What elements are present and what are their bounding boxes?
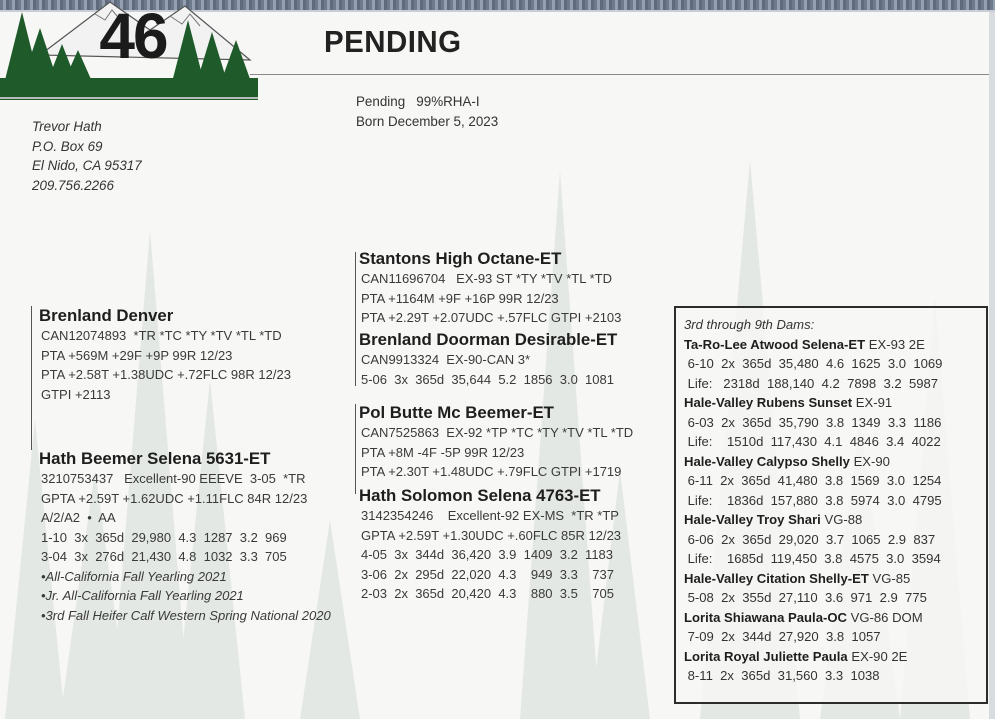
dam-record-line: 3-04 3x 276d 21,430 4.8 1032 3.3 705: [41, 549, 287, 564]
dam-entry-name: Hale-Valley Rubens Sunset: [684, 395, 853, 410]
dam-entry-name: Lorita Royal Juliette Paula: [684, 648, 848, 664]
dam-entry-record: Life: 1836d 157,880 3.8 5974 3.0 4795: [684, 492, 942, 508]
owner-address-line-1: P.O. Box 69: [32, 138, 103, 154]
sire-detail-line: PTA +2.58T +1.38UDC +.72FLC 98R 12/23: [41, 367, 291, 382]
dam-sire-name: Pol Butte Mc Beemer-ET: [359, 403, 554, 422]
page-title: PENDING: [324, 24, 462, 59]
lot-number: 46: [99, 0, 167, 72]
dam-sire-detail-line: CAN7525863 EX-92 *TP *TC *TY *TV *TL *TD: [361, 425, 634, 440]
sire-dam-name: Brenland Doorman Desirable-ET: [359, 330, 618, 349]
dam-sire-detail-line: PTA +2.30T +1.48UDC +.79FLC GTPI +1719: [361, 464, 622, 479]
sire-sire-detail-line: CAN11696704 EX-93 ST *TY *TV *TL *TD: [361, 271, 612, 286]
dam-detail-line: A/2/A2 • AA: [41, 510, 116, 525]
dam-name: Hath Beemer Selena 5631-ET: [39, 449, 271, 468]
sire-dam-record-line: 5-06 3x 365d 35,644 5.2 1856 3.0 1081: [361, 371, 614, 387]
dam-award: •Jr. All-California Fall Yearling 2021: [41, 588, 244, 603]
dam-dam-record-line: 3-06 2x 295d 22,020 4.3 949 3.3 737: [361, 566, 614, 582]
dam-entry-name: Hale-Valley Troy Shari: [684, 512, 821, 527]
dam-entry-record: 6-11 2x 365d 41,480 3.8 1569 3.0 1254: [684, 473, 942, 488]
registration-status: Pending 99%RHA-I: [356, 94, 480, 109]
dam-dam-block: [359, 485, 621, 604]
sire-dam-block: [359, 329, 617, 389]
dam-entry: [684, 393, 942, 413]
pedigree-connector-dam-line: [355, 404, 356, 494]
dam-entry: [684, 335, 942, 355]
dam-entry-record: 6-03 2x 365d 35,790 3.8 1349 3.3 1186: [684, 414, 942, 430]
dam-dam-name: Hath Solomon Selena 4763-ET: [359, 486, 601, 505]
dam-sire-block: [359, 402, 633, 482]
sire-sire-name: Stantons High Octane-ET: [359, 249, 562, 268]
dam-dam-detail-line: GPTA +2.59T +1.30UDC +.60FLC 85R 12/23: [361, 527, 622, 543]
lot-subheader: [356, 92, 498, 131]
dam-dam-record-line: 2-03 2x 365d 20,420 4.3 880 3.5 705: [361, 586, 614, 601]
dam-entry-record: Life: 2318d 188,140 4.2 7898 3.2 5987: [684, 375, 939, 391]
dam-record-line: 1-10 3x 365d 29,980 4.3 1287 3.2 969: [41, 529, 287, 545]
dam-dam-record-line: 4-05 3x 344d 36,420 3.9 1409 3.2 1183: [361, 547, 614, 562]
sire-name: Brenland Denver: [39, 306, 174, 325]
dam-entry-classification: VG-85: [868, 570, 911, 586]
dam-block: [39, 448, 331, 625]
owner-phone: 209.756.2266: [32, 177, 114, 193]
dam-entry-record: 5-08 2x 355d 27,110 3.6 971 2.9 775: [684, 590, 927, 605]
dam-award: •All-California Fall Yearling 2021: [41, 568, 227, 584]
owner-name: Trevor Hath: [32, 119, 102, 134]
pedigree-connector-sire: [31, 306, 32, 450]
dam-entry: [684, 569, 942, 589]
dam-sire-detail-line: PTA +8M -4F -5P 99R 12/23: [361, 444, 525, 460]
sire-detail-line: CAN12074893 *TR *TC *TY *TV *TL *TD: [41, 328, 282, 343]
dam-entry-name: Hale-Valley Calypso Shelly: [684, 453, 850, 469]
owner-address-line-2: El Nido, CA 95317: [32, 158, 142, 173]
dam-entry-classification: EX-90 2E: [847, 648, 908, 664]
dam-entry-classification: EX-91: [852, 395, 893, 410]
dam-entry-record: 6-10 2x 365d 35,480 4.6 1625 3.0 1069: [684, 356, 943, 371]
dam-entry: [684, 647, 942, 667]
dam-entry-record: Life: 1685d 119,450 3.8 4575 3.0 3594: [684, 551, 941, 566]
dam-award: •3rd Fall Heifer Calf Western Spring National 2020: [41, 607, 331, 623]
dam-entry: [684, 608, 942, 628]
dam-entry-name: Hale-Valley Citation Shelly-ET: [684, 570, 869, 586]
sire-detail-line: GTPI +2113: [41, 386, 111, 402]
sire-sire-detail-line: PTA +2.29T +2.07UDC +.57FLC GTPI +2103: [361, 310, 622, 325]
dam-entry-classification: VG-86 DOM: [846, 609, 923, 625]
dam-detail-line: 3210753437 Excellent-90 EEEVE 3-05 *TR: [41, 471, 306, 486]
dam-entry-record: 6-06 2x 365d 29,020 3.7 1065 2.9 837: [684, 531, 936, 547]
dam-entry-classification: VG-88: [820, 512, 863, 527]
dam-entry-name: Lorita Shiawana Paula-OC: [684, 609, 847, 625]
right-border: [989, 12, 995, 719]
pedigree-connector-sire-line: [355, 252, 356, 386]
dam-entry-name: Ta-Ro-Lee Atwood Selena-ET: [684, 336, 866, 352]
dams-box-heading: 3rd through 9th Dams:: [684, 317, 815, 332]
dam-entry: [684, 452, 942, 472]
sire-block: [39, 305, 291, 404]
dam-entry: [684, 510, 942, 530]
dam-entry-record: 7-09 2x 344d 27,920 3.8 1057: [684, 629, 881, 644]
dam-entry-classification: EX-93 2E: [865, 336, 925, 352]
birth-date: Born December 5, 2023: [356, 113, 499, 129]
dam-entry-record: 8-11 2x 365d 31,560 3.3 1038: [684, 668, 880, 683]
sire-sire-block: [359, 248, 621, 328]
dam-entry-classification: EX-90: [849, 453, 890, 469]
header-divider: [250, 74, 989, 75]
sire-detail-line: PTA +569M +29F +9P 99R 12/23: [41, 347, 233, 363]
sire-dam-detail-line: CAN9913324 EX-90-CAN 3*: [361, 352, 531, 367]
dam-dam-detail-line: 3142354246 Excellent-92 EX-MS *TR *TP: [361, 508, 619, 523]
extended-dams-box: [674, 306, 988, 704]
dam-entry-record: Life: 1510d 117,430 4.1 4846 3.4 4022: [684, 434, 941, 449]
dam-detail-line: GPTA +2.59T +1.62UDC +1.11FLC 84R 12/23: [41, 490, 308, 506]
owner-contact: [32, 117, 142, 195]
sire-sire-detail-line: PTA +1164M +9F +16P 99R 12/23: [361, 290, 559, 306]
